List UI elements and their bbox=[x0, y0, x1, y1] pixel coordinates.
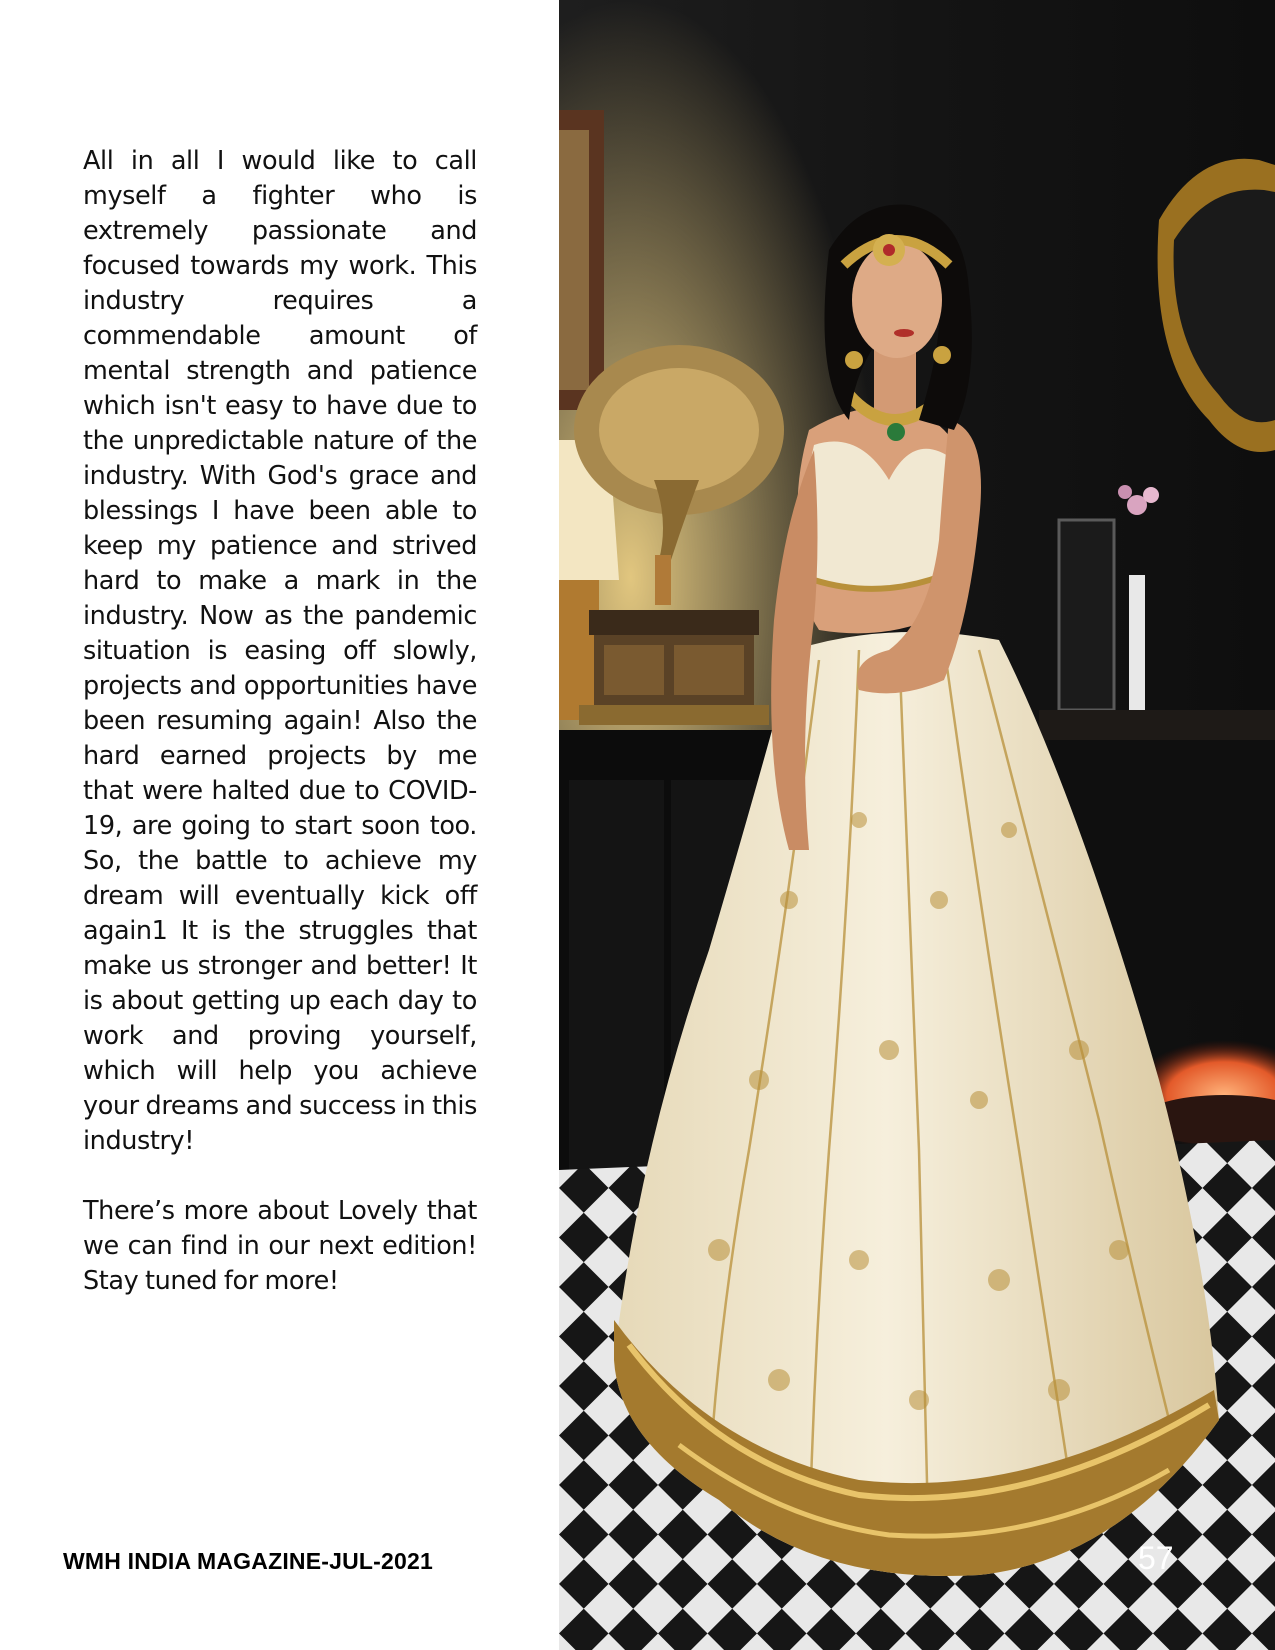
article-body bbox=[83, 144, 477, 1299]
model-photo bbox=[559, 0, 1275, 1650]
footer-publication: WMH INDIA MAGAZINE-JUL-2021 bbox=[63, 1548, 434, 1574]
article-paragraph-1: All in all I would like to call myself a fighter who is extremely passionate and focused towards my work. This industry requires a commendable amount of mental strength and patience which isn't easy to have due to the unpredictable nature of the industry. With God's grace and blessings I have been able to keep my patience and strived hard to make a mark in the industry. Now as the pandemic situation is easing off slowly, projects and opportunities have been resuming again! Also the hard earned projects by me that were halted due to COVID-19, are going to start soon too. So, the battle to achieve my dream will eventually kick off again1 It is the struggles that make us stronger and better! It is about getting up each day to work and proving yourself, which will help you achieve your dreams and success in this industry! bbox=[83, 146, 477, 1156]
article-paragraph-2: There’s more about Lovely that we can find in our next edition! Stay tuned for more! bbox=[83, 1196, 477, 1296]
page-number: 57 bbox=[1138, 1540, 1174, 1576]
model-photo-illustration bbox=[559, 0, 1275, 1650]
